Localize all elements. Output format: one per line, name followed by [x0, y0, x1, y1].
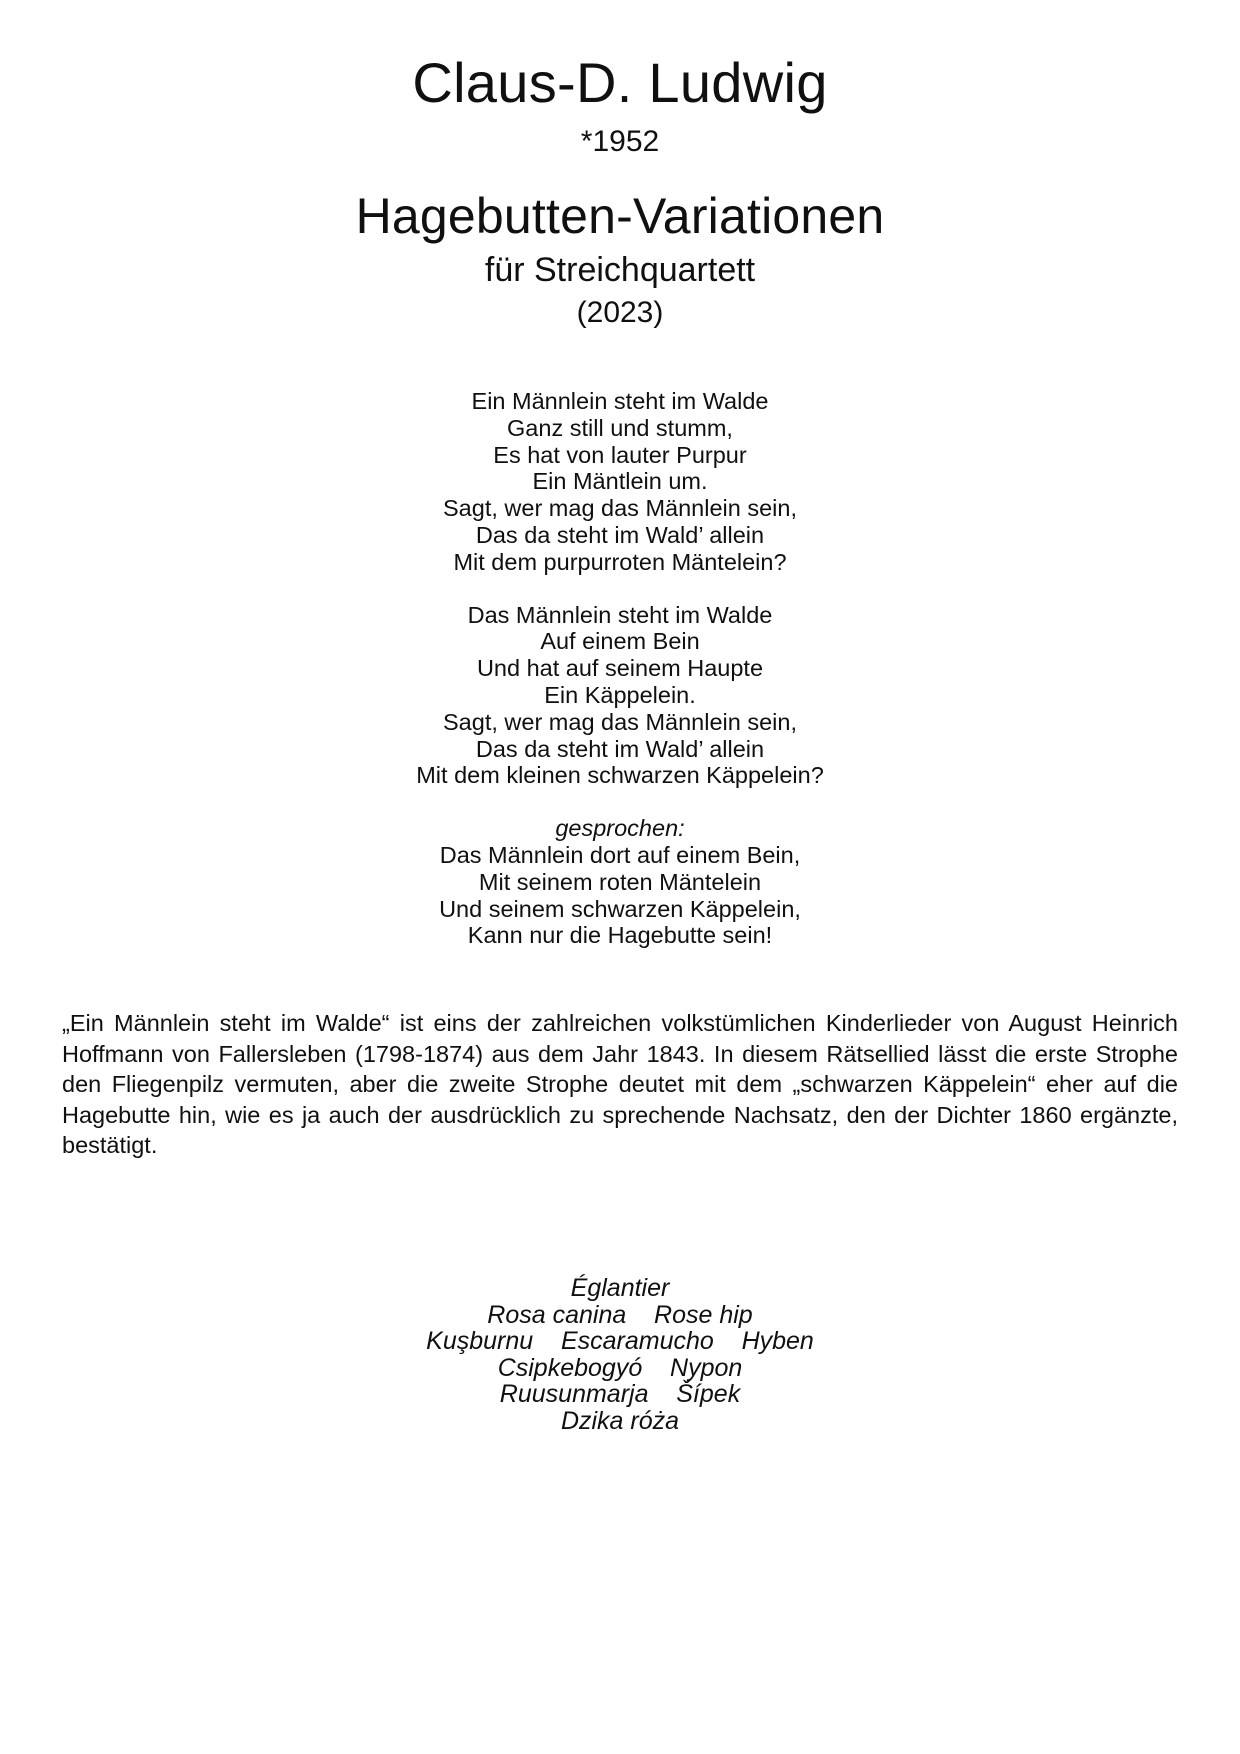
- verse-line: Sagt, wer mag das Männlein sein,: [443, 708, 797, 735]
- verse-line: Mit seinem roten Mäntelein: [478, 868, 762, 895]
- name-line: Csipkebogyó Nypon: [497, 1353, 743, 1382]
- verse-line: Ein Männlein steht im Walde: [471, 388, 769, 414]
- verse-line: Das da steht im Wald’ allein: [475, 735, 765, 762]
- verse-line: Mit dem kleinen schwarzen Käppelein?: [416, 762, 824, 789]
- verse-line: Sagt, wer mag das Männlein sein,: [443, 495, 797, 522]
- rosehip-names-list: [0, 1275, 1240, 1434]
- verse-line: Ganz still und stumm,: [507, 414, 733, 441]
- verse-line: Kann nur die Hagebutte sein!: [467, 922, 773, 949]
- verse-line: Das da steht im Wald’ allein: [475, 521, 765, 548]
- verse-line: Ein Mäntlein um.: [532, 468, 708, 495]
- composer-birth-year: *1952: [580, 124, 660, 158]
- verse-line: Mit dem purpurroten Mäntelein?: [453, 548, 787, 575]
- name-line: Ruusunmarja Šípek: [499, 1380, 741, 1408]
- poem-text: [0, 388, 1240, 949]
- performance-direction-gesprochen: gesprochen:: [555, 815, 685, 842]
- poem-stanza-1: [0, 388, 1240, 576]
- name-line: Églantier: [570, 1274, 670, 1302]
- verse-line: Auf einem Bein: [540, 628, 700, 655]
- verse-line: Und seinem schwarzen Käppelein,: [439, 895, 801, 922]
- poem-stanza-3: [0, 815, 1240, 949]
- composer-name: Claus-D. Ludwig: [412, 51, 828, 114]
- name-line: Dzika róża: [560, 1406, 680, 1435]
- name-line: Kuşburnu Escaramucho Hyben: [426, 1327, 814, 1355]
- verse-line: Das Männlein steht im Walde: [467, 601, 773, 628]
- work-title: Hagebutten-Variationen: [355, 187, 885, 244]
- verse-line: Es hat von lauter Purpur: [493, 441, 747, 468]
- work-subtitle: für Streichquartett: [484, 250, 756, 289]
- poem-stanza-2: [0, 602, 1240, 790]
- title-block: [0, 52, 1240, 331]
- verse-line: Ein Käppelein.: [544, 681, 696, 708]
- verse-line: Das Männlein dort auf einem Bein,: [439, 841, 801, 868]
- name-line: Rosa canina Rose hip: [487, 1300, 753, 1329]
- composition-year: (2023): [576, 296, 664, 330]
- commentary-paragraph: „Ein Männlein steht im Walde“ ist eins der zahlreichen volkstümlichen Kinderlieder von August Heinrich Hoffmann von Fallersleben (1798-1874) aus dem Jahr 1843. In diesem Rätsellied lässt die erste Strophe den Fliegenpilz vermuten, aber die zweite Strophe deutet mit dem „schwarzen Käppelein“ eher auf die Hagebutte hin, wie es ja auch der ausdrücklich zu sprechende Nachsatz, den der Dichter 1860 ergänzte, bestätigt.: [62, 1010, 1178, 1158]
- verse-line: Und hat auf seinem Haupte: [476, 655, 764, 682]
